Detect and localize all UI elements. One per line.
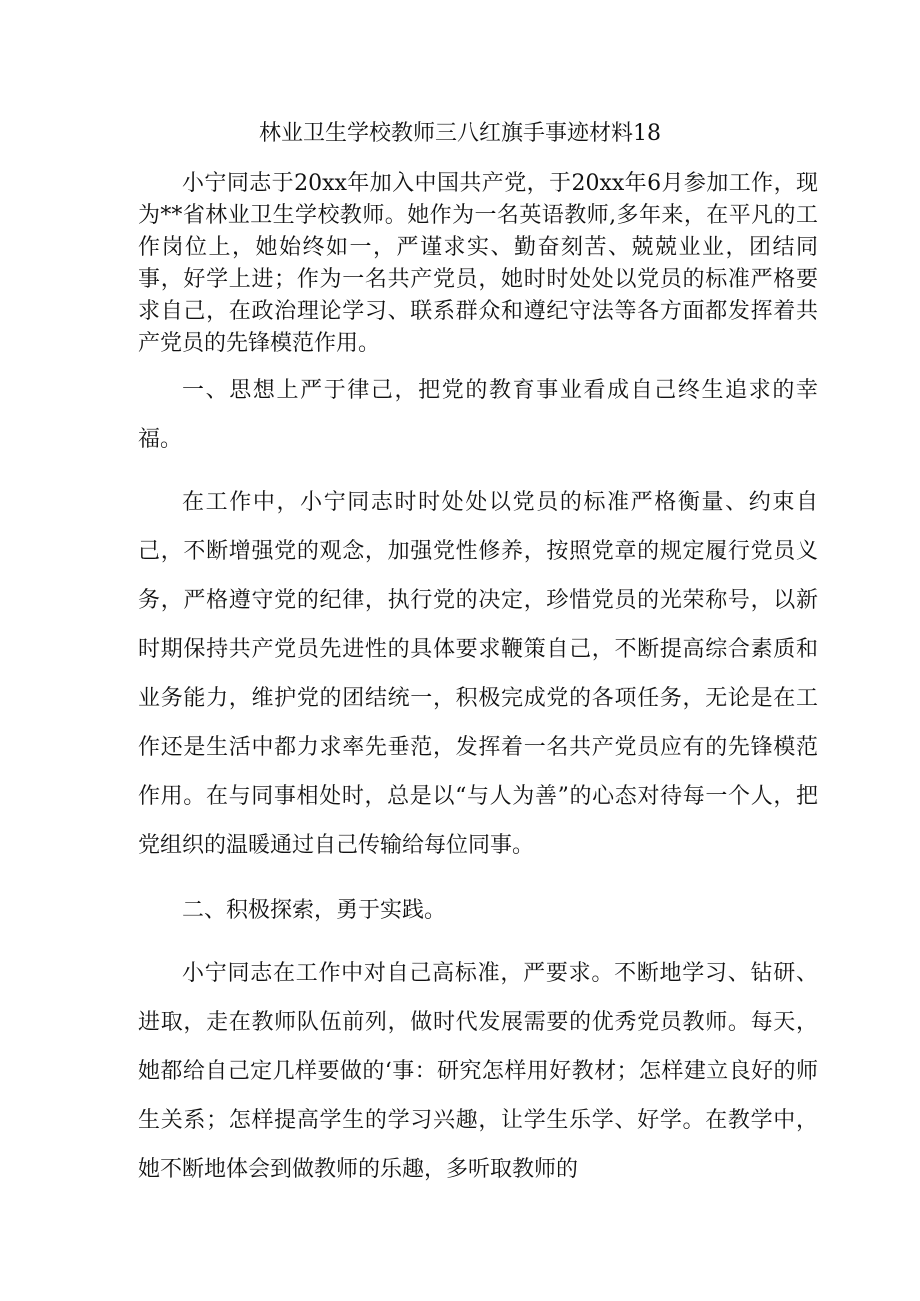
section-heading-1: 一、思想上严于律己，把党的教育事业看成自己终生追求的幸福。	[138, 378, 818, 452]
intro-paragraph: 小宁同志于20xx年加入中国共产党，于20xx年6月参加工作，现为**省林业卫生学校教师。她作为一名英语教师,多年来，在平凡的工作岗位上，她始终如一，严谨求实、勤奋刻苦、兢兢业业，团结同事，好学上进；作为一名共产党员，她时时处处以党员的标准严格要求自己，在政治理论学习、联系群众和遵纪守法等各方面都发挥着共产党员的先锋模范作用。	[138, 171, 818, 356]
document-body	[138, 366, 818, 1210]
document-title: 林业卫生学校教师三八红旗手事迹材料18	[259, 121, 661, 146]
body-paragraph: 小宁同志在工作中对自己高标准，严要求。不断地学习、钻研、进取，走在教师队伍前列，做时代发展需要的优秀党员教师。每天，她都给自己定几样要做的‘事：研究怎样用好教材；怎样建立良好的师生关系；怎样提高学生的学习兴趣，让学生乐学、好学。在教学中，她不断地体会到做教师的乐趣，多听取教师的	[138, 961, 818, 1182]
body-paragraph: 在工作中，小宁同志时时处处以党员的标准严格衡量、约束自己，不断增强党的观念，加强党性修养，按照党章的规定履行党员义务，严格遵守党的纪律，执行党的决定，珍惜党员的光荣称号，以新时期保持共产党员先进性的具体要求鞭策自己，不断提高综合素质和业务能力，维护党的团结统一，积极完成党的各项任务，无论是在工作还是生活中都力求率先垂范，发挥着一名共产党员应有的先锋模范作用。在与同事相处时，总是以“与人为善”的心态对待每一个人，把党组织的温暖通过自己传输给每位同事。	[138, 490, 818, 858]
section-heading-2: 二、积极探索，勇于实践。	[182, 898, 447, 923]
